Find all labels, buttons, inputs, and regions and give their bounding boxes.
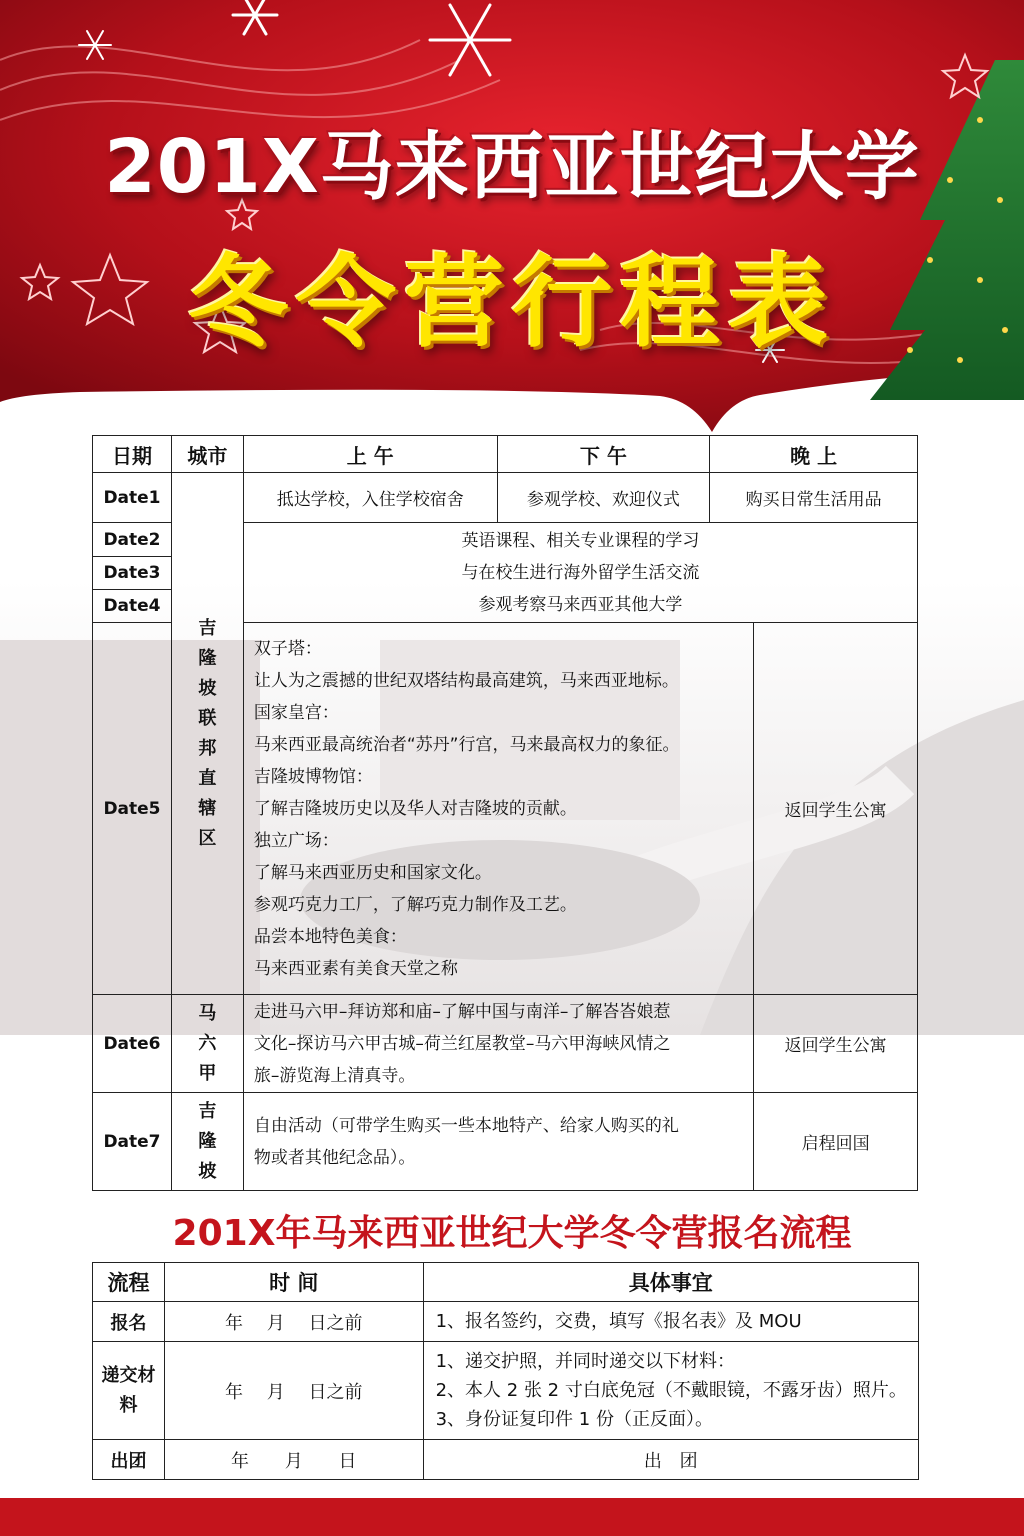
date1-evening: 购买日常生活用品 [710, 473, 918, 523]
process-depart: 出团 [93, 1440, 165, 1480]
date3-label: Date3 [93, 557, 172, 590]
header-evening: 晚 上 [710, 436, 918, 473]
date6-activities: 走进马六甲–拜访郑和庙–了解中国与南洋–了解峇峇娘惹 文化–探访马六甲古城–荷兰红屋教堂–马六甲海峡风情之 旅–游览海上清真寺。 [243, 995, 753, 1093]
schedule-table [92, 435, 918, 1191]
process-title: 201X年马来西亚世纪大学冬令营报名流程 [172, 1213, 852, 1254]
table-row [93, 1440, 919, 1480]
header-banner [0, 0, 1024, 440]
table-row [93, 473, 918, 523]
page-subtitle: 冬令营行程表 [188, 244, 836, 361]
table-row [93, 1302, 919, 1342]
date5-activities: 双子塔： 让人为之震撼的世纪双塔结构最高建筑，马来西亚地标。 国家皇宫： 马来西亚最高统治者“苏丹”行宫，马来最高权力的象征。 吉隆坡博物馆： 了解吉隆坡历史以及华人对吉隆坡的贡献。 独立广场： 了解马来西亚历史和国家文化。 参观巧克力工厂，了解巧克力制作及工艺。 品尝本地特色美食： 马来西亚素有美食天堂之称 [243, 623, 753, 995]
table-row [93, 1342, 919, 1440]
date1-morning: 抵达学校，入住学校宿舍 [243, 473, 497, 523]
process-depart-details: 出 团 [423, 1440, 918, 1480]
banner-background [0, 0, 1024, 440]
process-depart-time: 年 月 日 [164, 1440, 423, 1480]
process-signup-time: 年 月 日之前 [164, 1302, 423, 1342]
date7-activities: 自由活动（可带学生购买一些本地特产、给家人购买的礼 物或者其他纪念品）。 [243, 1093, 753, 1191]
footer-bar [0, 1498, 1024, 1536]
date4-label: Date4 [93, 590, 172, 623]
process-table [92, 1262, 919, 1480]
header-afternoon: 下 午 [497, 436, 710, 473]
process-submit-details: 1、递交护照，并同时递交以下材料： 2、本人 2 张 2 寸白底免冠（不戴眼镜，不露牙齿）照片。 3、身份证复印件 1 份（正反面）。 [423, 1342, 918, 1440]
date7-evening: 启程回国 [754, 1093, 918, 1191]
schedule-header-row [93, 436, 918, 473]
header-morning: 上 午 [243, 436, 497, 473]
header-date: 日期 [93, 436, 172, 473]
date1-label: Date1 [93, 473, 172, 523]
date6-evening: 返回学生公寓 [754, 995, 918, 1093]
date1-afternoon: 参观学校、欢迎仪式 [497, 473, 710, 523]
header-details: 具体事宜 [423, 1263, 918, 1302]
header-time: 时 间 [164, 1263, 423, 1302]
date2-4-activities: 英语课程、相关专业课程的学习 与在校生进行海外留学生活交流 参观考察马来西亚其他大学 [243, 523, 917, 623]
process-signup: 报名 [93, 1302, 165, 1342]
header-city: 城市 [171, 436, 243, 473]
page-title: 201X马来西亚世纪大学 [104, 124, 920, 210]
city-malacca: 马 六 甲 [171, 995, 243, 1093]
process-signup-details: 1、报名签约，交费，填写《报名表》及 MOU [423, 1302, 918, 1342]
city-kuala-lumpur-2: 吉 隆 坡 [171, 1093, 243, 1191]
table-row [93, 995, 918, 1093]
process-submit-time: 年 月 日之前 [164, 1342, 423, 1440]
header-process: 流程 [93, 1263, 165, 1302]
city-kuala-lumpur: 吉 隆 坡 联 邦 直 辖 区 [171, 473, 243, 995]
date5-label: Date5 [93, 623, 172, 995]
process-submit: 递交材料 [93, 1342, 165, 1440]
date5-evening: 返回学生公寓 [754, 623, 918, 995]
process-header-row [93, 1263, 919, 1302]
date6-label: Date6 [93, 995, 172, 1093]
date2-label: Date2 [93, 523, 172, 557]
date7-label: Date7 [93, 1093, 172, 1191]
table-row [93, 1093, 918, 1191]
